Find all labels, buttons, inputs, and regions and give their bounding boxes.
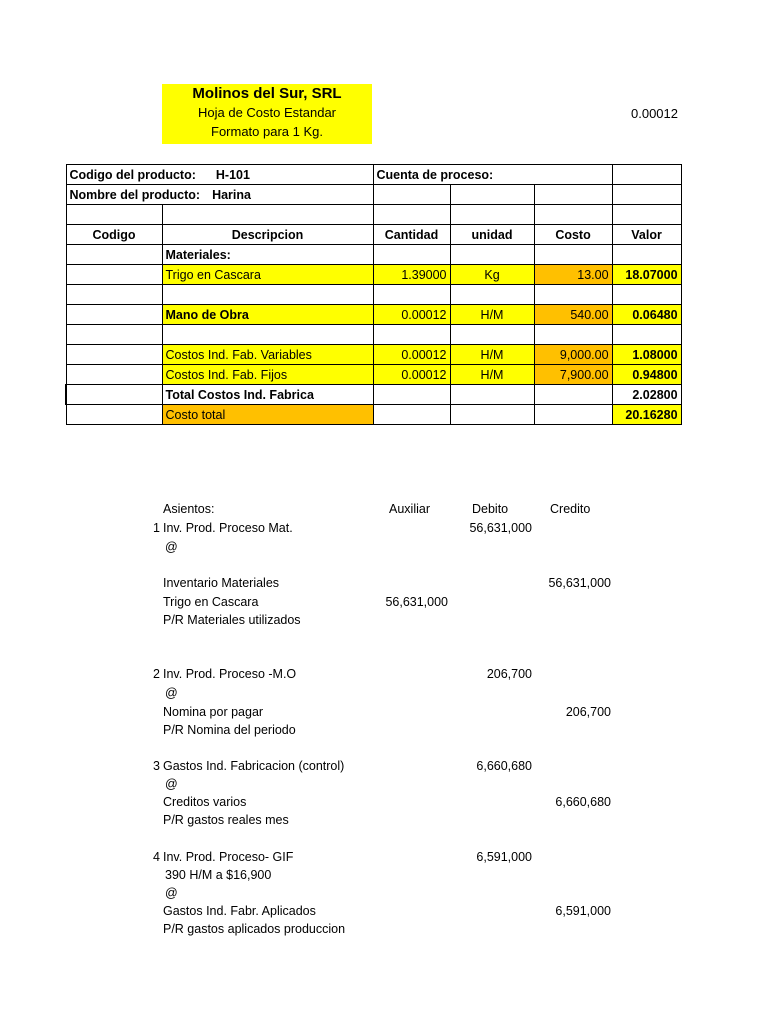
entry-debit-account: Inv. Prod. Proceso Mat. bbox=[163, 521, 293, 535]
at-sign: @ bbox=[165, 540, 178, 554]
trigo-costo: 13.00 bbox=[534, 265, 612, 285]
journal-header-auxiliar: Auxiliar bbox=[389, 502, 430, 516]
entry-debit-amount: 6,660,680 bbox=[476, 759, 532, 773]
variables-desc: Costos Ind. Fab. Variables bbox=[162, 345, 373, 365]
total-ind-row bbox=[66, 385, 681, 405]
materiales-label: Materiales: bbox=[162, 245, 373, 265]
trigo-valor: 18.07000 bbox=[612, 265, 681, 285]
col-header-descripcion: Descripcion bbox=[162, 225, 373, 245]
product-name-row bbox=[66, 185, 681, 205]
col-header-codigo: Codigo bbox=[66, 225, 162, 245]
blank-row bbox=[66, 285, 681, 305]
fijos-row bbox=[66, 365, 681, 385]
costo-total-valor: 20.16280 bbox=[612, 405, 681, 425]
entry-memo: P/R gastos reales mes bbox=[163, 813, 289, 827]
entry-memo: P/R Nomina del periodo bbox=[163, 723, 296, 737]
at-sign: @ bbox=[165, 777, 178, 791]
variables-valor: 1.08000 bbox=[612, 345, 681, 365]
title-block bbox=[162, 84, 372, 144]
col-header-costo: Costo bbox=[534, 225, 612, 245]
entry-number: 3 bbox=[153, 759, 160, 773]
costo-total-desc: Costo total bbox=[162, 405, 373, 425]
variables-row bbox=[66, 345, 681, 365]
entry-credit-account: Creditos varios bbox=[163, 795, 247, 809]
col-header-cantidad: Cantidad bbox=[373, 225, 450, 245]
blank-row bbox=[66, 325, 681, 345]
entry-credit-account: Nomina por pagar bbox=[163, 705, 264, 719]
at-sign: @ bbox=[165, 686, 178, 700]
sheet-subtitle: Hoja de Costo Estandar bbox=[197, 105, 337, 120]
costo-total-row bbox=[66, 405, 681, 425]
product-code-value: H-101 bbox=[215, 167, 250, 182]
entry-number: 2 bbox=[153, 667, 160, 681]
product-name-value: Harina bbox=[212, 187, 251, 202]
entry-note: 390 H/M a $16,900 bbox=[165, 868, 272, 882]
trigo-unidad: Kg bbox=[450, 265, 534, 285]
entry-memo: P/R gastos aplicados produccion bbox=[163, 922, 346, 936]
variables-unidad: H/M bbox=[450, 345, 534, 365]
entry-debit-account: Inv. Prod. Proceso -M.O bbox=[163, 667, 297, 681]
entry-number: 4 bbox=[153, 850, 160, 864]
materiales-row bbox=[66, 245, 681, 265]
journal-header-asientos: Asientos: bbox=[163, 502, 215, 516]
product-name-cell bbox=[66, 185, 373, 205]
col-header-unidad: unidad bbox=[450, 225, 534, 245]
fijos-unidad: H/M bbox=[450, 365, 534, 385]
trigo-cantidad: 1.39000 bbox=[373, 265, 450, 285]
fijos-cantidad: 0.00012 bbox=[373, 365, 450, 385]
sheet-format: Formato para 1 Kg. bbox=[211, 124, 323, 139]
product-code-label: Codigo del producto: bbox=[69, 167, 196, 182]
mano-obra-valor: 0.06480 bbox=[612, 305, 681, 325]
entry-credit-account: Inventario Materiales bbox=[163, 576, 280, 590]
variables-costo: 9,000.00 bbox=[534, 345, 612, 365]
header-row bbox=[66, 225, 681, 245]
mano-obra-cantidad: 0.00012 bbox=[373, 305, 450, 325]
fijos-desc: Costos Ind. Fab. Fijos bbox=[162, 365, 373, 385]
at-sign: @ bbox=[165, 886, 178, 900]
entry-debit-amount: 206,700 bbox=[486, 667, 532, 681]
entry-debit-amount: 56,631,000 bbox=[469, 521, 532, 535]
entry-aux-amount: 56,631,000 bbox=[385, 595, 448, 609]
product-code-row bbox=[66, 165, 681, 185]
product-name-label: Nombre del producto: bbox=[69, 187, 201, 202]
col-header-valor: Valor bbox=[612, 225, 681, 245]
entry-credit-amount: 56,631,000 bbox=[548, 576, 611, 590]
side-value: 0.00012 bbox=[631, 106, 678, 121]
entry-credit-amount: 6,660,680 bbox=[555, 795, 611, 809]
entry-credit-account: Gastos Ind. Fabr. Aplicados bbox=[163, 904, 316, 918]
journal-header-debito: Debito bbox=[472, 502, 509, 516]
entry-aux-account: Trigo en Cascara bbox=[163, 595, 259, 609]
mano-obra-row bbox=[66, 305, 681, 325]
mano-obra-desc: Mano de Obra bbox=[162, 305, 373, 325]
blank-row bbox=[66, 205, 681, 225]
entry-debit-amount: 6,591,000 bbox=[476, 850, 532, 864]
trigo-row bbox=[66, 265, 681, 285]
entry-credit-amount: 6,591,000 bbox=[555, 904, 611, 918]
mano-obra-unidad: H/M bbox=[450, 305, 534, 325]
entry-credit-amount: 206,700 bbox=[565, 705, 611, 719]
trigo-desc: Trigo en Cascara bbox=[162, 265, 373, 285]
entry-number: 1 bbox=[153, 521, 160, 535]
total-ind-desc: Total Costos Ind. Fabrica bbox=[162, 385, 373, 405]
fijos-costo: 7,900.00 bbox=[534, 365, 612, 385]
mano-obra-costo: 540.00 bbox=[534, 305, 612, 325]
entry-debit-account: Inv. Prod. Proceso- GIF bbox=[163, 850, 294, 864]
cost-sheet-table bbox=[65, 164, 682, 425]
entry-memo: P/R Materiales utilizados bbox=[163, 613, 301, 627]
journal-header-credito: Credito bbox=[550, 502, 591, 516]
entry-debit-account: Gastos Ind. Fabricacion (control) bbox=[163, 759, 345, 773]
fijos-valor: 0.94800 bbox=[612, 365, 681, 385]
company-name: Molinos del Sur, SRL bbox=[192, 85, 342, 102]
variables-cantidad: 0.00012 bbox=[373, 345, 450, 365]
process-account-label: Cuenta de proceso: bbox=[373, 165, 612, 185]
total-ind-valor: 2.02800 bbox=[612, 385, 681, 405]
product-code-cell bbox=[66, 165, 373, 185]
